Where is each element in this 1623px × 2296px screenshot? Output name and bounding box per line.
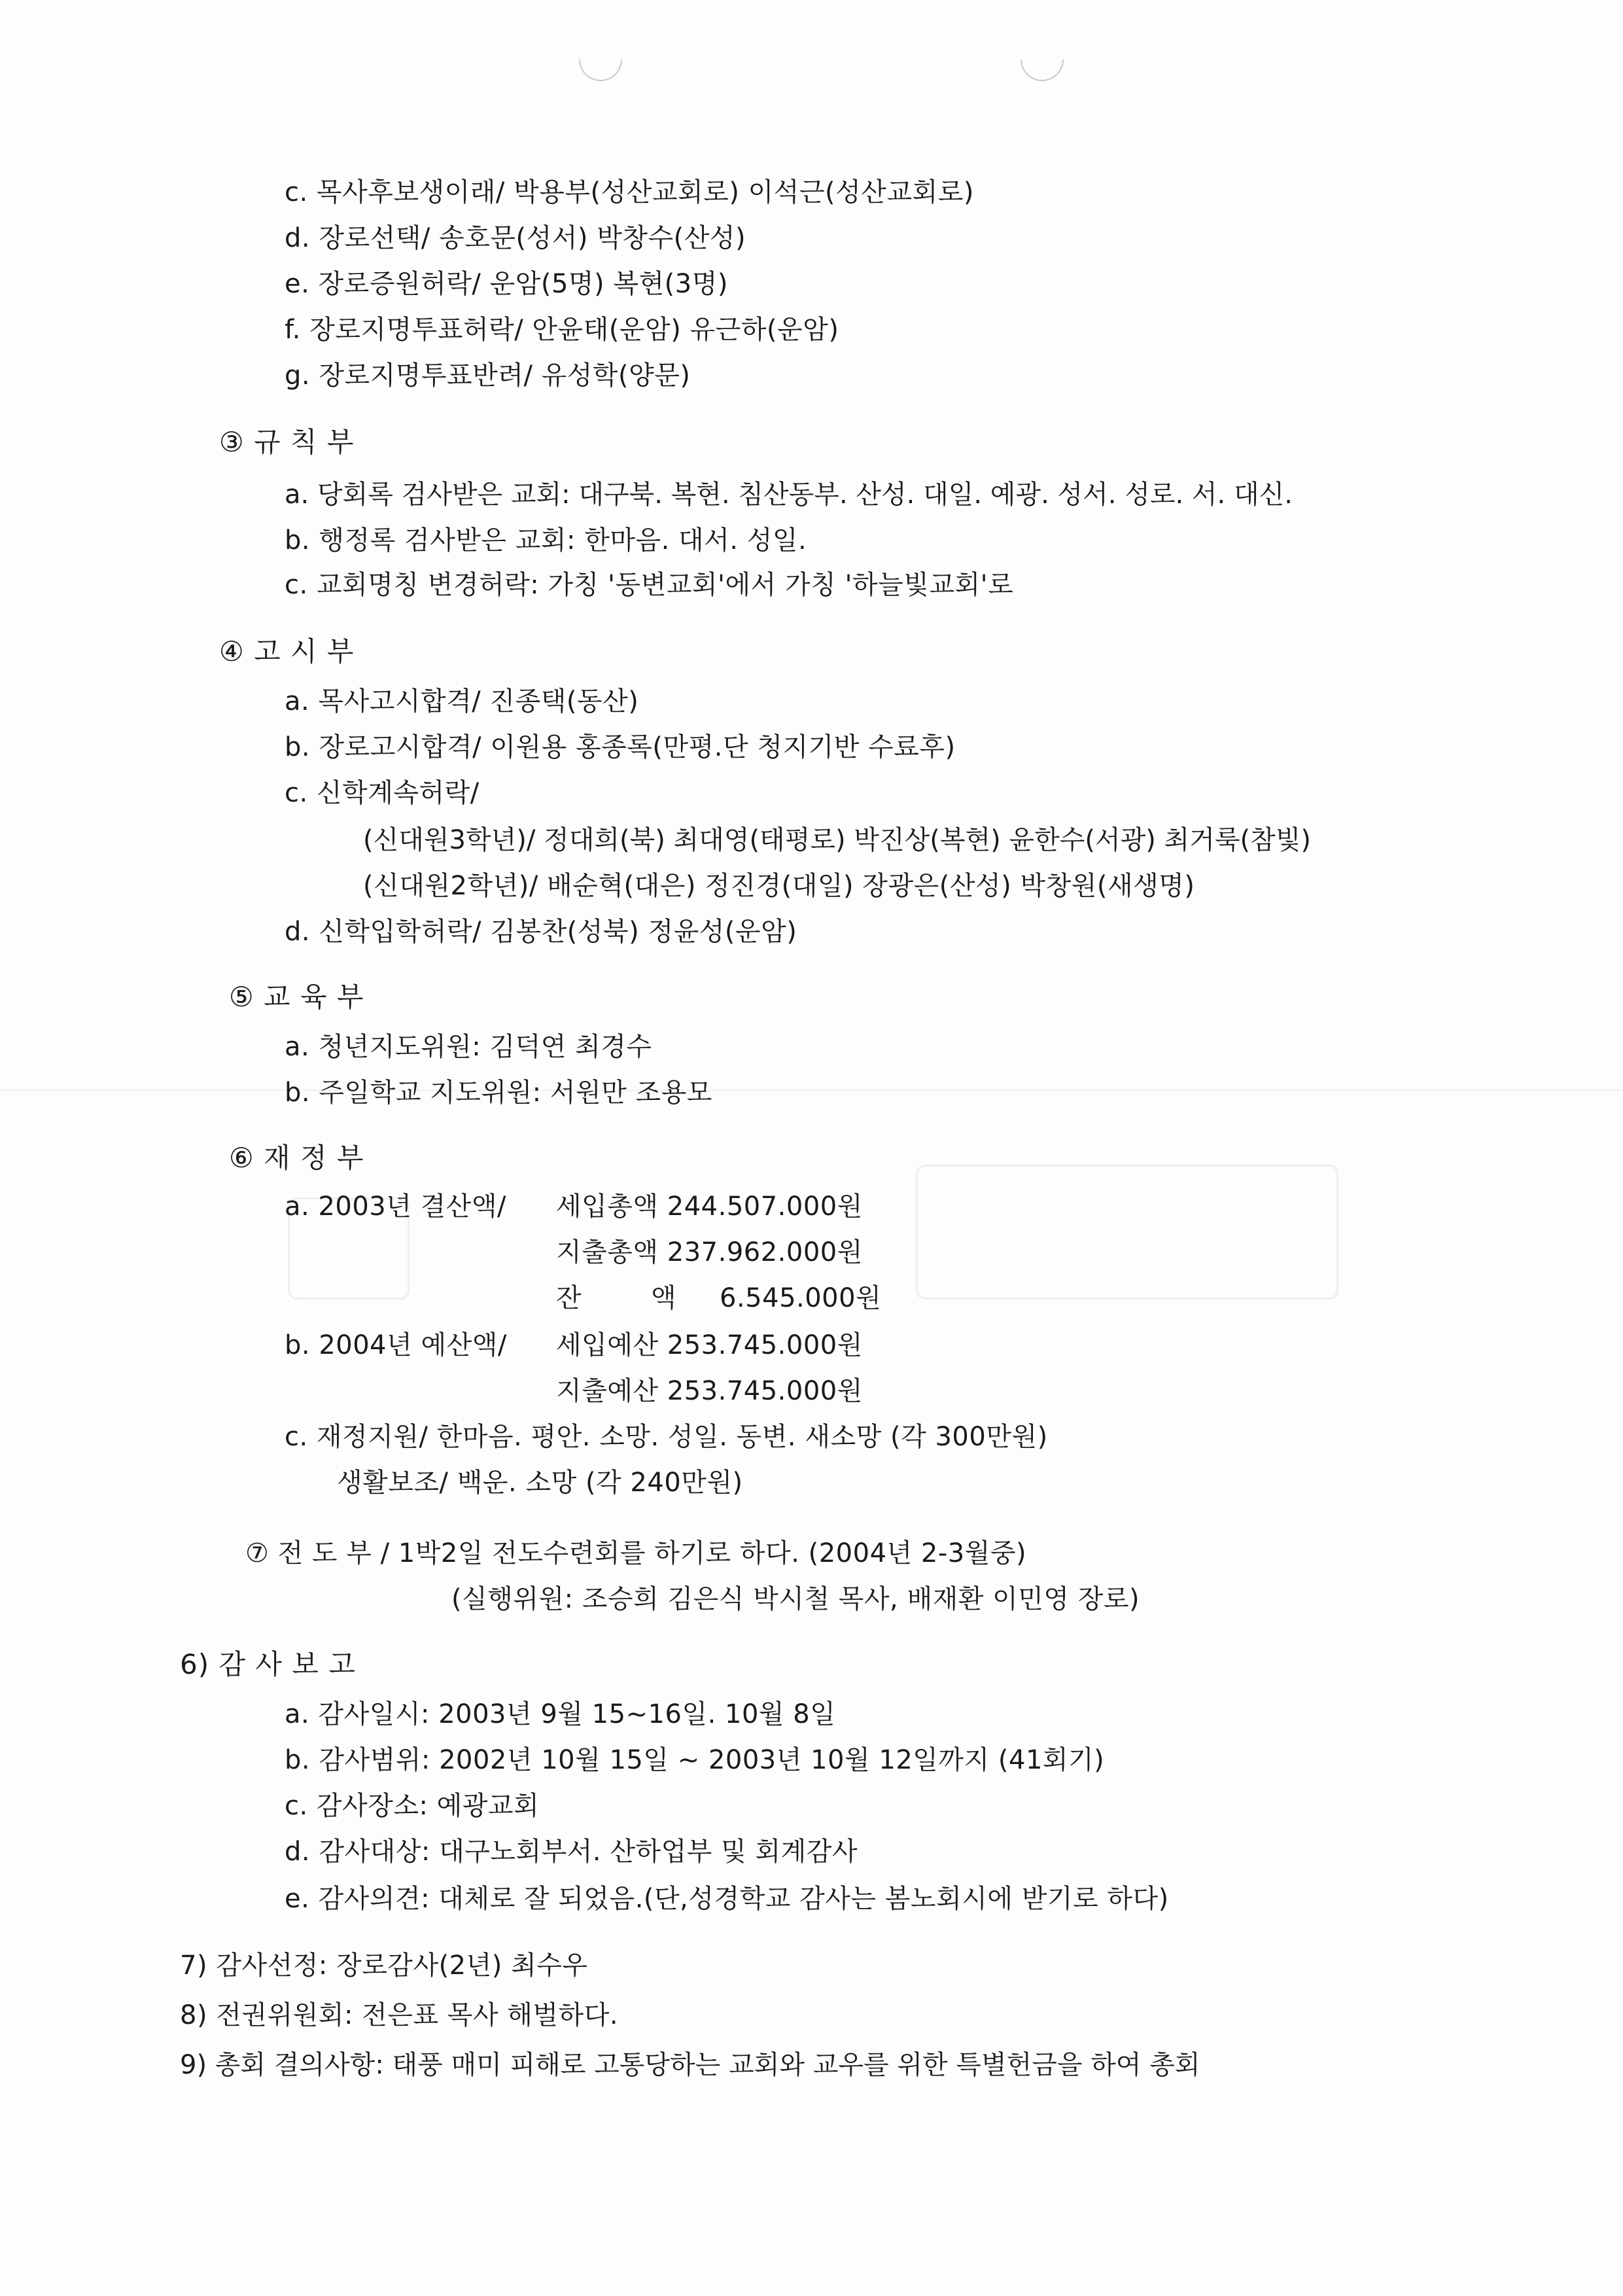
section-heading: ⑤ 교 육 부 — [229, 981, 364, 1013]
doc-line: b. 주일학교 지도위원: 서원만 조용모 — [285, 1078, 712, 1108]
doc-line: d. 장로선택/ 송호문(성서) 박창수(산성) — [285, 223, 746, 253]
doc-line: a. 2003년 결산액/ — [285, 1192, 506, 1222]
doc-line: a. 청년지도위원: 김덕연 최경수 — [285, 1032, 652, 1062]
doc-line: f. 장로지명투표허락/ 안윤태(운암) 유근하(운암) — [285, 315, 839, 345]
punch-hole-right — [1011, 29, 1072, 90]
doc-line: 잔 액 — [556, 1283, 676, 1313]
doc-line: 6.545.000원 — [720, 1283, 882, 1313]
doc-line: (신대원3학년)/ 정대희(북) 최대영(태평로) 박진상(복현) 윤한수(서광) 최거룩(참빛) — [363, 825, 1311, 855]
bleed-through-stamp — [916, 1165, 1338, 1299]
punch-hole-left — [570, 29, 631, 90]
doc-line: b. 2004년 예산액/ — [285, 1330, 507, 1360]
section-heading: ⑥ 재 정 부 — [229, 1142, 364, 1174]
fold-line — [0, 1089, 1623, 1091]
doc-line: (신대원2학년)/ 배순혁(대은) 정진경(대일) 장광은(산성) 박창원(새생명) — [363, 871, 1195, 901]
doc-line: b. 장로고시합격/ 이원용 홍종록(만평.단 청지기반 수료후) — [285, 732, 956, 762]
doc-line: b. 행정록 검사받은 교회: 한마음. 대서. 성일. — [285, 525, 807, 556]
doc-line: 생활보조/ 백운. 소망 (각 240만원) — [337, 1468, 743, 1498]
doc-line: e. 장로증원허락/ 운암(5명) 복현(3명) — [285, 269, 728, 299]
section-heading: ④ 고 시 부 — [219, 635, 355, 667]
doc-line: g. 장로지명투표반려/ 유성학(양문) — [285, 361, 691, 391]
doc-line: c. 신학계속허락/ — [285, 778, 480, 808]
doc-line: a. 당회록 검사받은 교회: 대구북. 복현. 침산동부. 산성. 대일. 예광. 성서. 성로. 서. 대신. — [285, 480, 1293, 510]
doc-line: 세입예산 253.745.000원 — [556, 1330, 863, 1360]
doc-line: 8) 전권위원회: 전은표 목사 해벌하다. — [180, 2000, 619, 2030]
doc-line: 지출예산 253.745.000원 — [556, 1376, 863, 1406]
doc-line: d. 감사대상: 대구노회부서. 산하업부 및 회계감사 — [285, 1837, 858, 1867]
section-heading: ③ 규 칙 부 — [219, 426, 355, 458]
section-heading: 6) 감 사 보 고 — [180, 1648, 356, 1680]
doc-line: c. 목사후보생이래/ 박용부(성산교회로) 이석근(성산교회로) — [285, 177, 974, 207]
doc-line: d. 신학입학허락/ 김봉찬(성북) 정윤성(운암) — [285, 917, 797, 947]
doc-line: 지출총액 237.962.000원 — [556, 1237, 863, 1267]
doc-line: a. 감사일시: 2003년 9월 15~16일. 10월 8일 — [285, 1699, 836, 1729]
doc-line: c. 감사장소: 예광교회 — [285, 1791, 540, 1821]
doc-line: e. 감사의견: 대체로 잘 되었음.(단,성경학교 감사는 봄노회시에 받기로 하다) — [285, 1884, 1169, 1914]
doc-line: 세입총액 244.507.000원 — [556, 1192, 863, 1222]
doc-line: 9) 총회 결의사항: 태풍 매미 피해로 고통당하는 교회와 교우를 위한 특별헌금을 하여 총회 — [180, 2050, 1200, 2080]
doc-line: c. 교회명칭 변경허락: 가칭 '동변교회'에서 가칭 '하늘빛교회'로 — [285, 570, 1014, 600]
doc-line: b. 감사범위: 2002년 10월 15일 ~ 2003년 10월 12일까지 (41회기) — [285, 1745, 1105, 1775]
doc-line: (실행위원: 조승희 김은식 박시철 목사, 배재환 이민영 장로) — [451, 1584, 1140, 1614]
section-heading: ⑦ 전 도 부 / 1박2일 전도수련회를 하기로 하다. (2004년 2-3월중) — [245, 1538, 1027, 1568]
doc-line: c. 재정지원/ 한마음. 평안. 소망. 성일. 동변. 새소망 (각 300만원) — [285, 1422, 1048, 1452]
doc-line: 7) 감사선정: 장로감사(2년) 최수우 — [180, 1951, 588, 1981]
doc-line: a. 목사고시합격/ 진종택(동산) — [285, 686, 639, 716]
